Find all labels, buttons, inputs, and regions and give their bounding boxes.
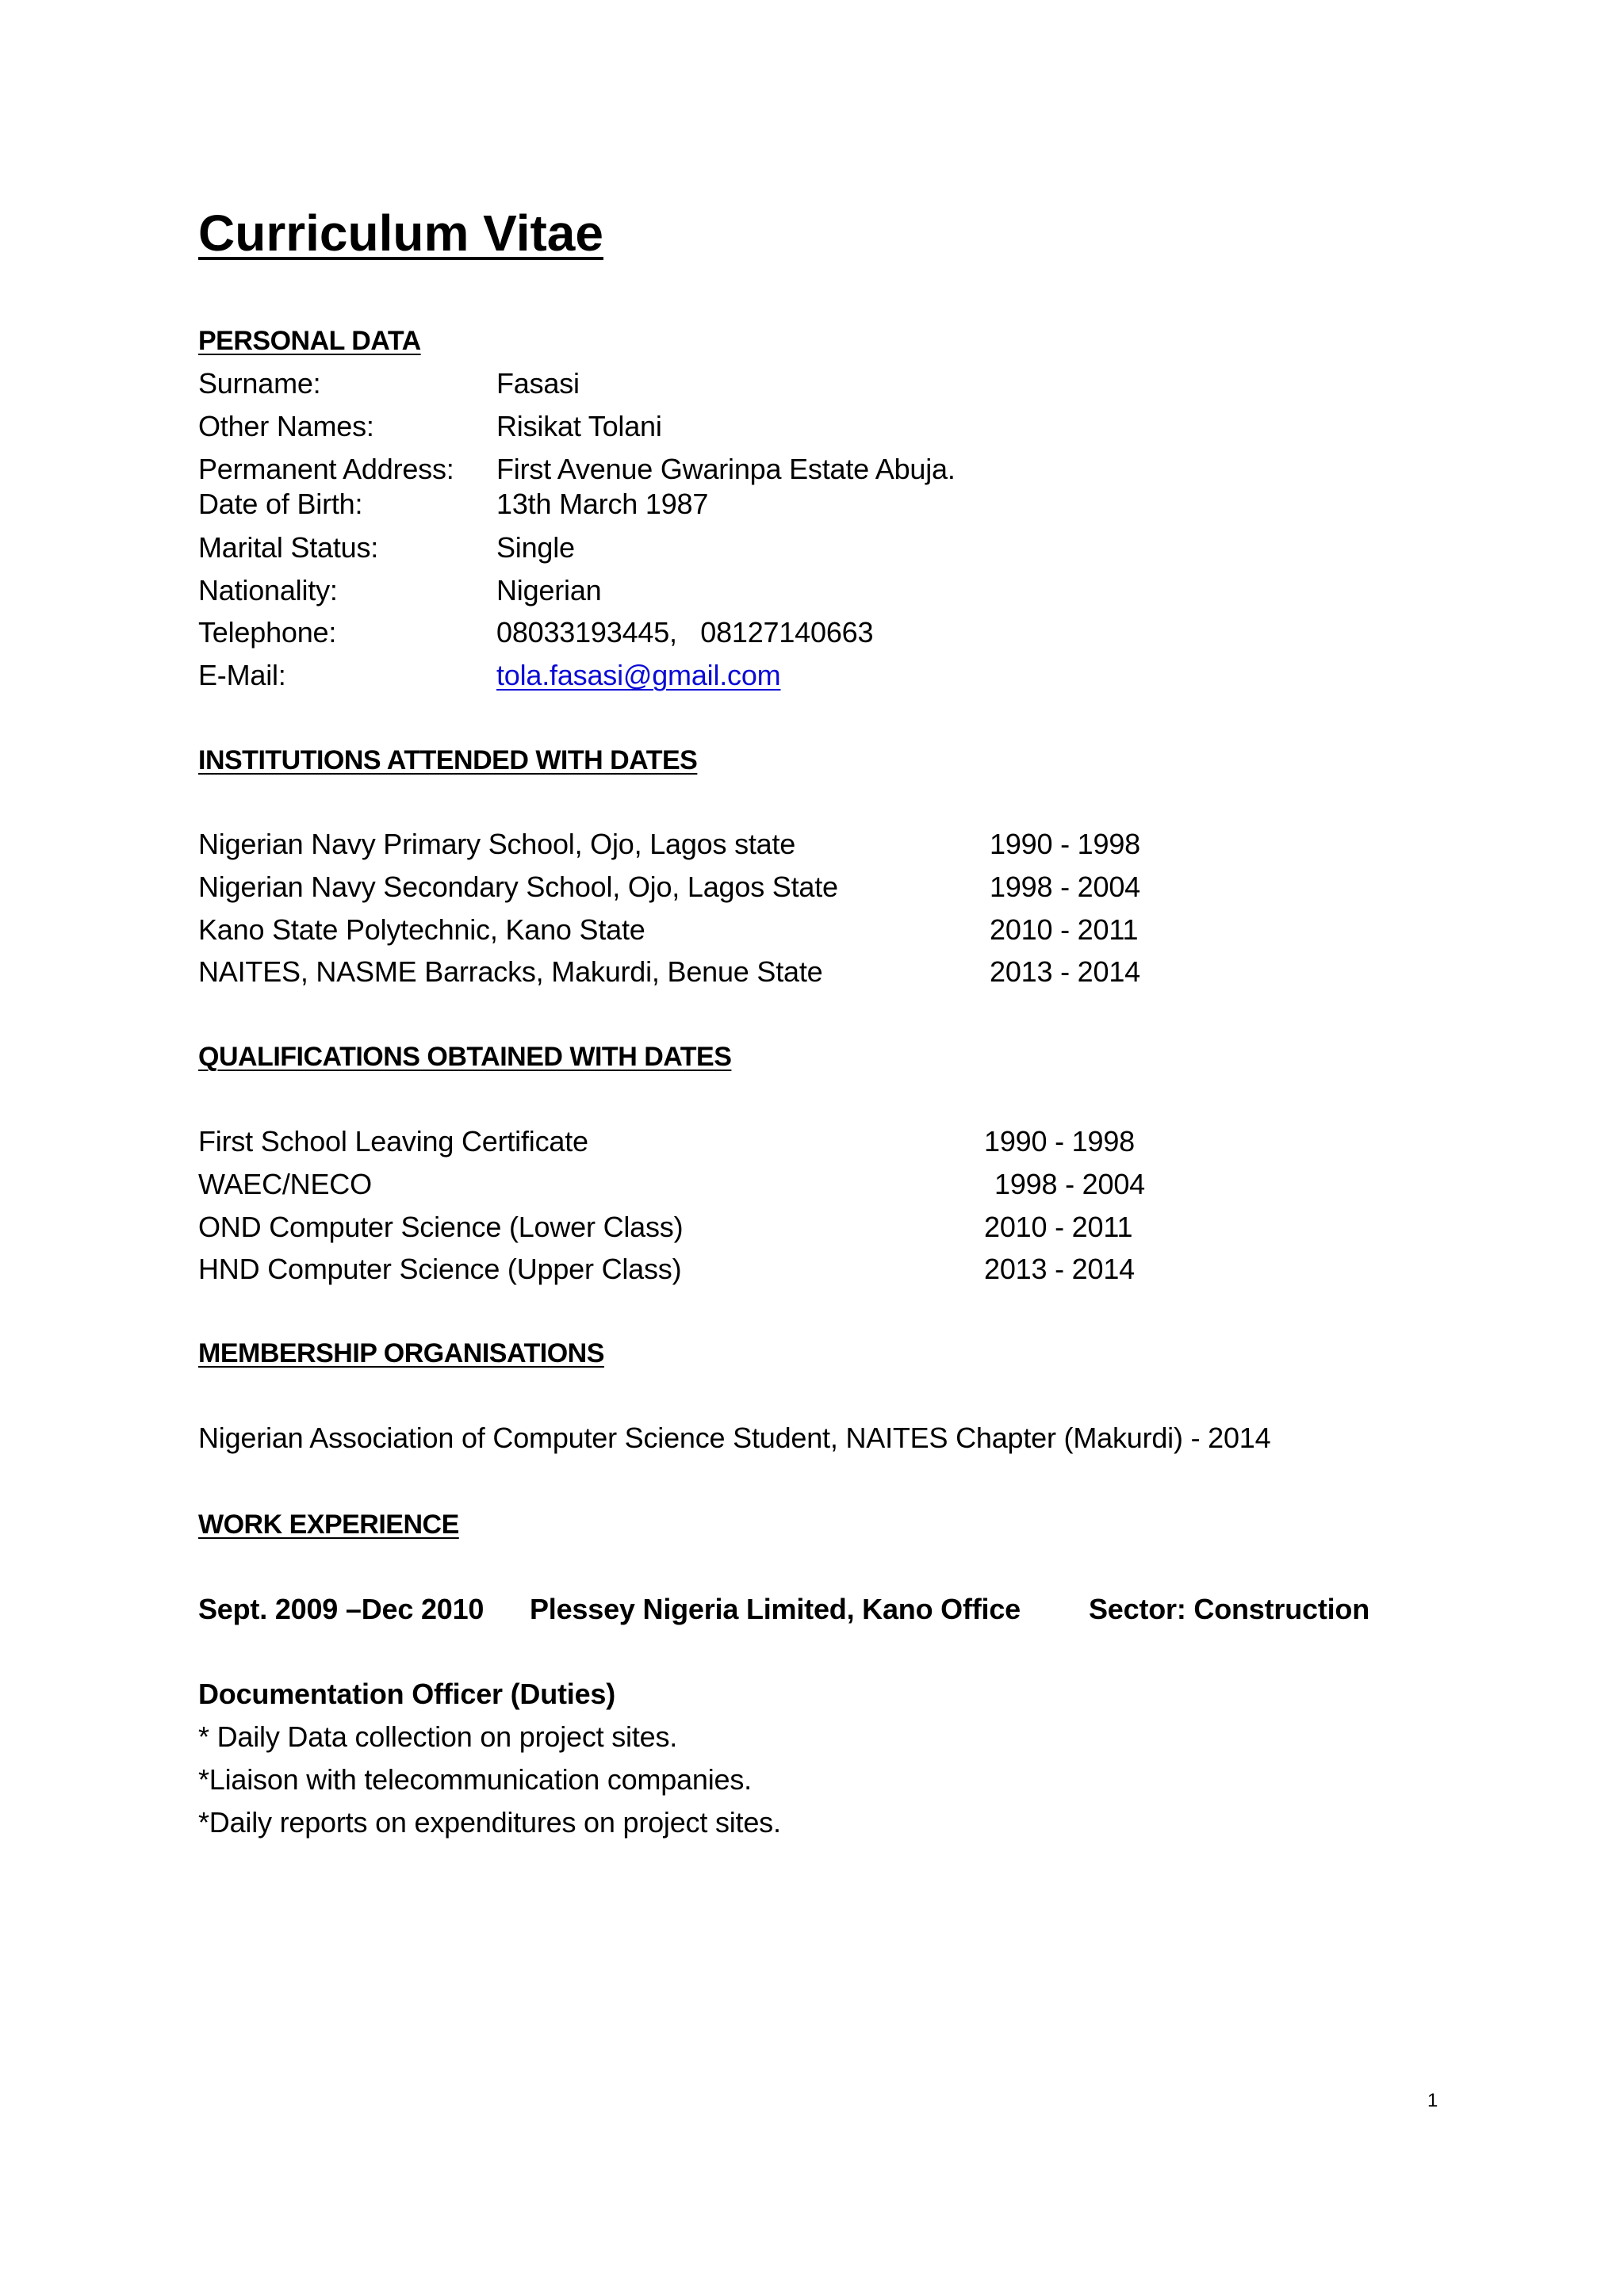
page-title: Curriculum Vitae xyxy=(198,205,603,262)
institution-dates: 2010 - 2011 xyxy=(990,913,1139,946)
duty-item: * Daily Data collection on project sites. xyxy=(198,1720,678,1753)
qualification-dates: 1998 - 2004 xyxy=(994,1168,1145,1200)
duty-item: *Daily reports on expenditures on project sites. xyxy=(198,1806,781,1839)
membership-text: Nigerian Association of Computer Science Student, NAITES Chapter (Makurdi) - 2014 xyxy=(198,1422,1271,1454)
surname-label: Surname: xyxy=(198,367,321,400)
qualifications-heading: QUALIFICATIONS OBTAINED WITH DATES xyxy=(198,1042,732,1072)
nationality-label: Nationality: xyxy=(198,574,338,607)
qualification-dates: 2013 - 2014 xyxy=(984,1253,1135,1285)
institution-name: Nigerian Navy Secondary School, Ojo, Lagos State xyxy=(198,871,838,903)
telephone-label: Telephone: xyxy=(198,616,337,649)
address-value: First Avenue Gwarinpa Estate Abuja. xyxy=(496,453,956,485)
membership-heading: MEMBERSHIP ORGANISATIONS xyxy=(198,1338,604,1368)
personal-data-heading: PERSONAL DATA xyxy=(198,326,421,356)
marital-label: Marital Status: xyxy=(198,531,379,564)
work-period: Sept. 2009 –Dec 2010 xyxy=(198,1593,485,1625)
qualification-dates: 1990 - 1998 xyxy=(984,1125,1135,1158)
institutions-heading: INSTITUTIONS ATTENDED WITH DATES xyxy=(198,745,698,775)
institution-dates: 2013 - 2014 xyxy=(990,955,1140,988)
qualification-name: First School Leaving Certificate xyxy=(198,1125,588,1158)
qualification-name: OND Computer Science (Lower Class) xyxy=(198,1211,684,1243)
address-label: Permanent Address: xyxy=(198,453,454,485)
telephone-value: 08033193445, 08127140663 xyxy=(496,616,874,649)
qualification-name: WAEC/NECO xyxy=(198,1168,372,1200)
work-sector: Sector: Construction xyxy=(1089,1593,1370,1625)
work-experience-heading: WORK EXPERIENCE xyxy=(198,1510,459,1540)
marital-value: Single xyxy=(496,531,575,564)
dob-label: Date of Birth: xyxy=(198,488,363,520)
institution-name: Nigerian Navy Primary School, Ojo, Lagos state xyxy=(198,828,796,860)
other-names-value: Risikat Tolani xyxy=(496,410,662,442)
institution-name: NAITES, NASME Barracks, Makurdi, Benue State xyxy=(198,955,823,988)
work-company: Plessey Nigeria Limited, Kano Office xyxy=(530,1593,1021,1625)
email-link[interactable]: tola.fasasi@gmail.com xyxy=(496,659,781,691)
qualification-dates: 2010 - 2011 xyxy=(984,1211,1133,1243)
institution-dates: 1998 - 2004 xyxy=(990,871,1140,903)
page-number: 1 xyxy=(1427,2090,1438,2111)
institution-dates: 1990 - 1998 xyxy=(990,828,1140,860)
duty-item: *Liaison with telecommunication companies. xyxy=(198,1763,752,1796)
qualification-name: HND Computer Science (Upper Class) xyxy=(198,1253,682,1285)
other-names-label: Other Names: xyxy=(198,410,374,442)
surname-value: Fasasi xyxy=(496,367,580,400)
institution-name: Kano State Polytechnic, Kano State xyxy=(198,913,645,946)
email-label: E-Mail: xyxy=(198,659,286,691)
dob-value: 13th March 1987 xyxy=(496,488,709,520)
nationality-value: Nigerian xyxy=(496,574,602,607)
work-role: Documentation Officer (Duties) xyxy=(198,1678,616,1710)
